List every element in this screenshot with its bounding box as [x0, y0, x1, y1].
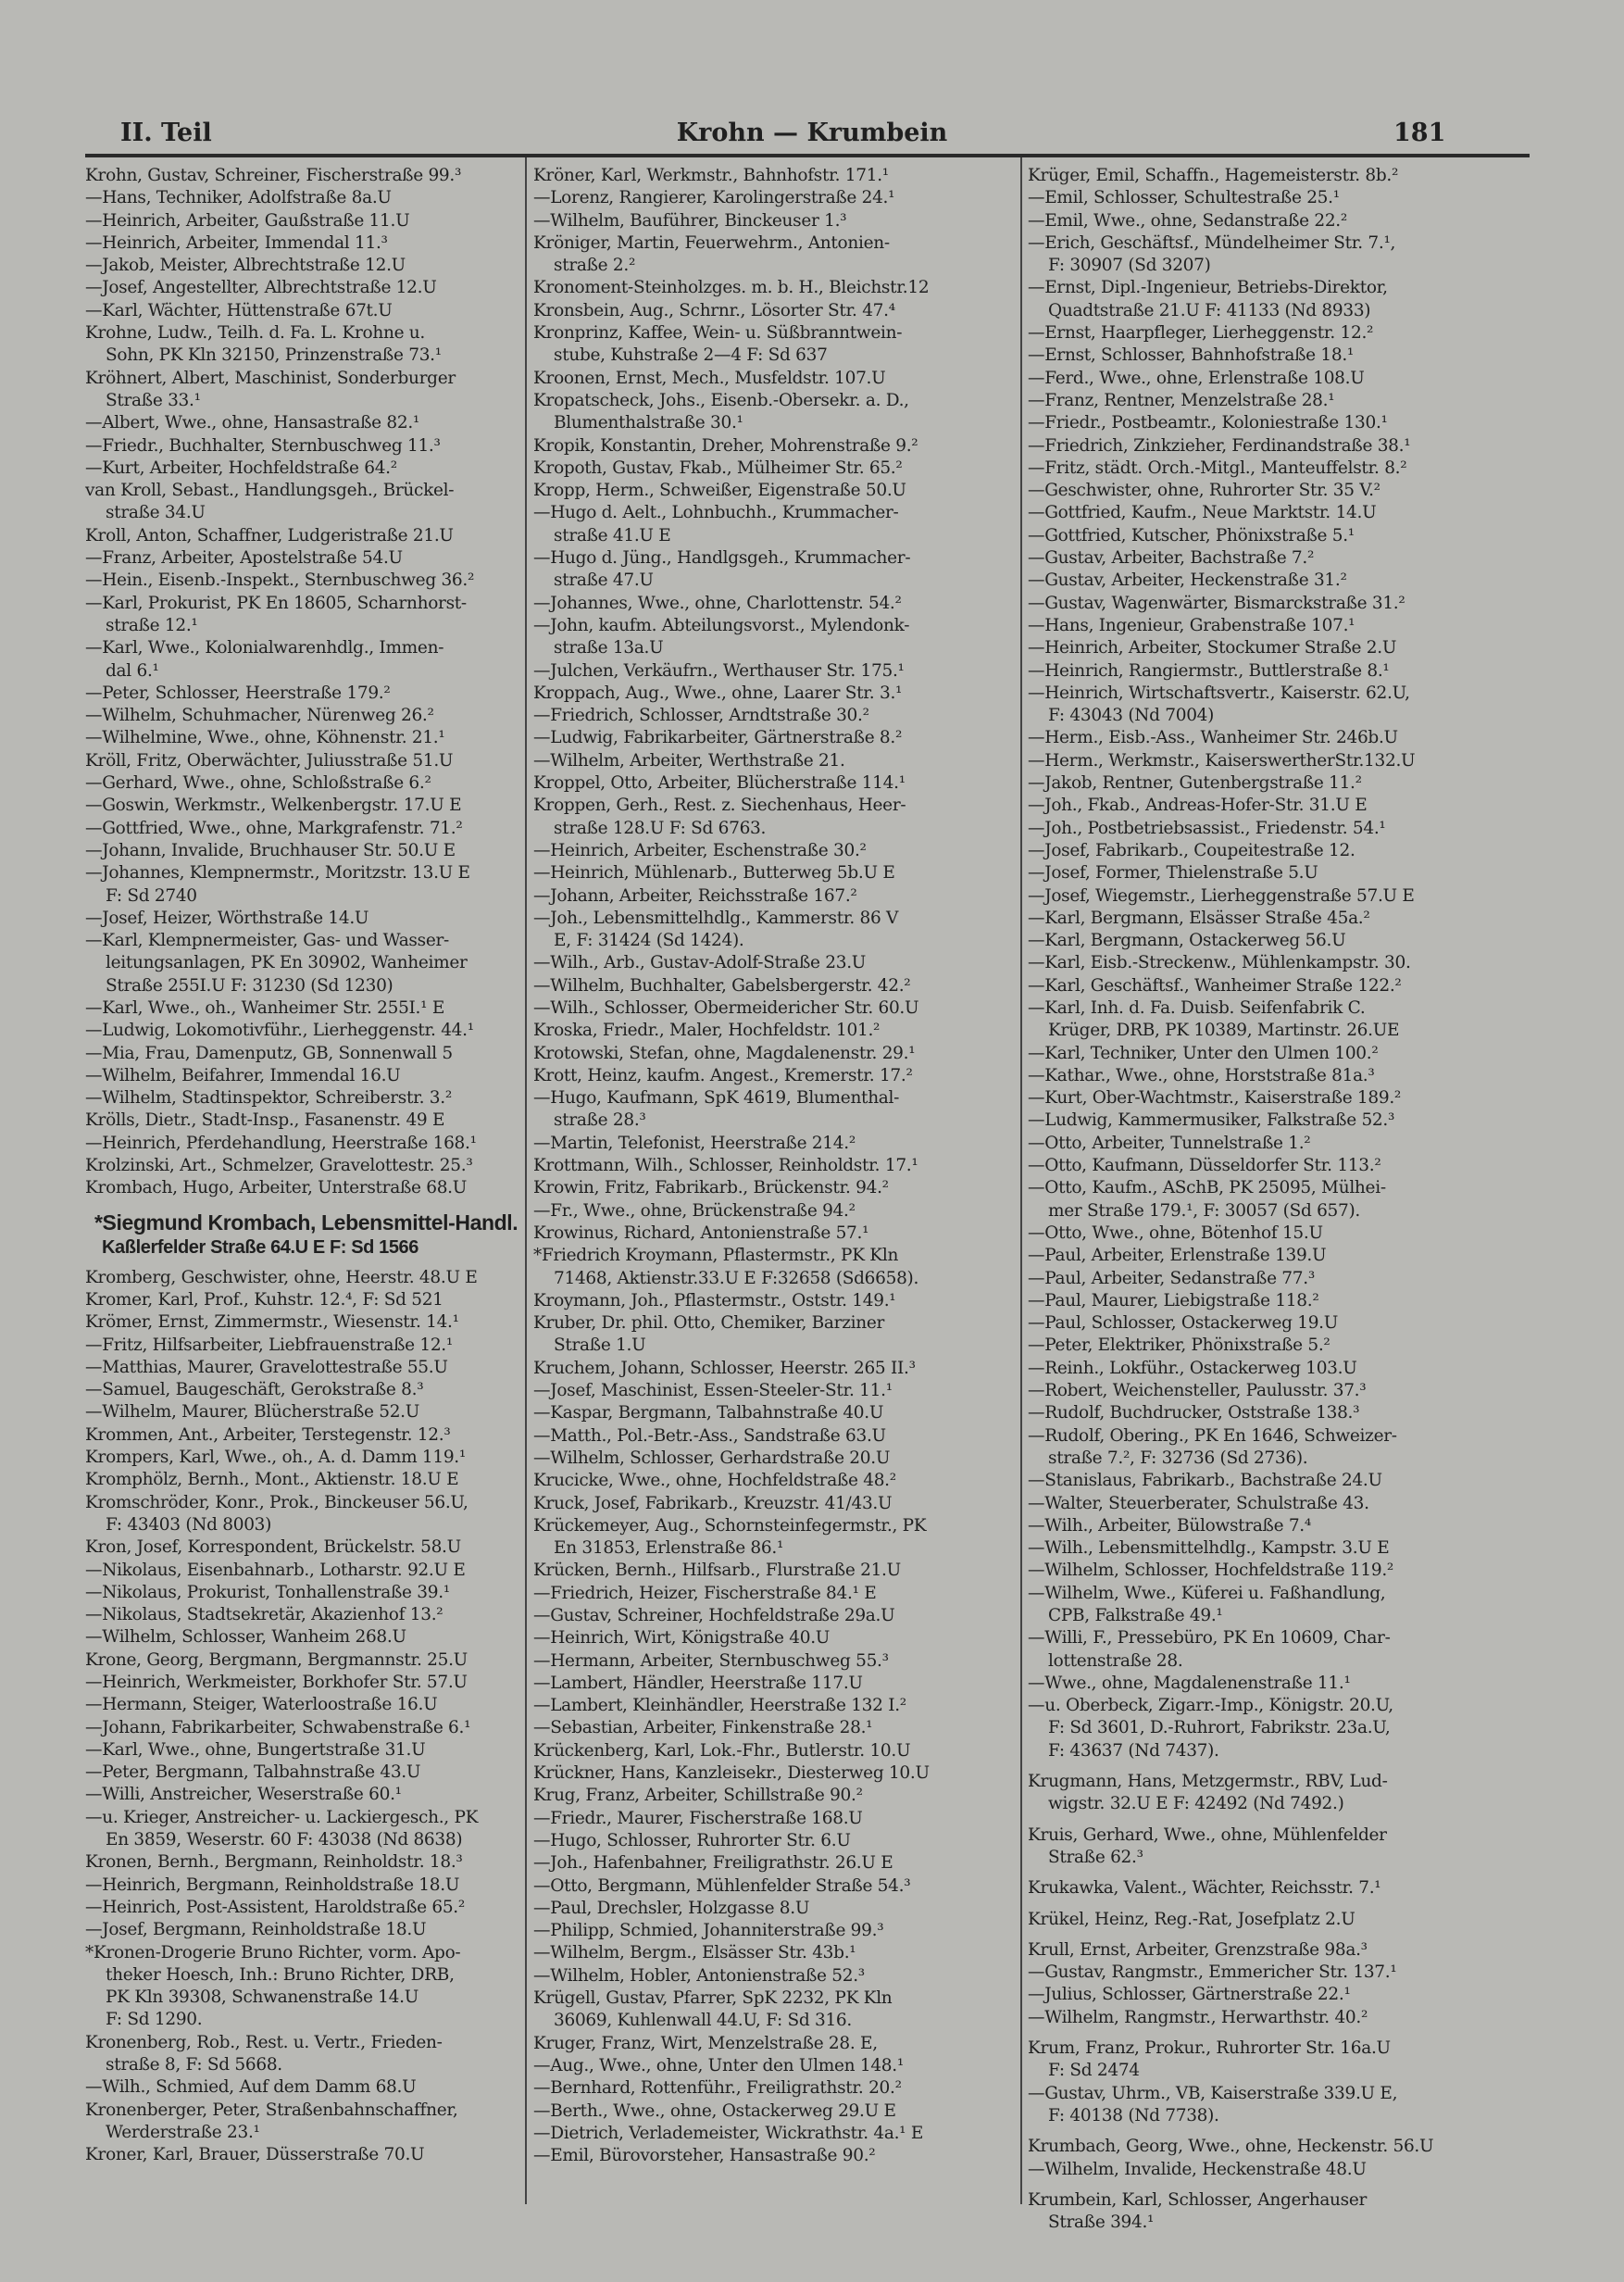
directory-entry: —Nikolaus, Eisenbahnarb., Lotharstr. 92.U E	[85, 1560, 466, 1580]
entry-continuation: Blumenthalstraße 30.¹	[554, 413, 743, 433]
directory-entry: Kruger, Franz, Wirt, Menzelstraße 28. E,	[533, 2033, 878, 2053]
directory-entry: Kropp, Herm., Schweißer, Eigenstraße 50.U	[533, 481, 906, 501]
entry-continuation: Straße 1.U	[554, 1335, 646, 1356]
directory-entry: —Jakob, Meister, Albrechtstraße 12.U	[85, 256, 406, 276]
column-divider	[525, 157, 527, 2204]
entry-continuation: straße 47.U	[554, 570, 654, 591]
directory-entry: Krückner, Hans, Kanzleisekr., Diesterweg 10.U	[533, 1763, 930, 1784]
directory-entry: —Karl, Wwe., oh., Wanheimer Str. 255I.¹ E	[85, 997, 445, 1018]
directory-entry: —Paul, Schlosser, Ostackerweg 19.U	[1028, 1313, 1339, 1334]
directory-entry: —Rudolf, Obering., PK En 1646, Schweizer-	[1028, 1425, 1397, 1446]
directory-entry: Kroll, Anton, Schaffner, Ludgeristraße 21.U	[85, 525, 454, 545]
directory-entry: —Josef, Former, Thielenstraße 5.U	[1028, 863, 1318, 884]
column-divider	[1020, 157, 1022, 2204]
entry-continuation: Quadtstraße 21.U F: 41133 (Nd 8933)	[1048, 300, 1371, 320]
directory-entry: Kronenberg, Rob., Rest. u. Vertr., Frieden-	[85, 2032, 443, 2052]
directory-entry: —Wilhelmine, Wwe., ohne, Köhnenstr. 21.¹	[85, 728, 445, 748]
directory-entry: —Wilhelm, Hobler, Antonienstraße 52.³	[533, 1965, 865, 1986]
directory-entry: —Wilhelm, Wwe., Küferei u. Faßhandlung,	[1028, 1583, 1386, 1603]
directory-entry: Krowin, Fritz, Fabrikarb., Brückenstr. 94.²	[533, 1178, 889, 1198]
directory-entry: —Wilhelm, Buchhalter, Gabelsbergerstr. 42.²	[533, 975, 911, 996]
entry-continuation: straße 128.U F: Sd 6763.	[554, 818, 767, 838]
directory-entry: —Heinrich, Pferdehandlung, Heerstraße 168.¹	[85, 1133, 477, 1153]
directory-entry: —Karl, Inh. d. Fa. Duisb. Seifenfabrik C.	[1028, 997, 1366, 1018]
entry-continuation: 36069, Kuhlenwall 44.U, F: Sd 316.	[554, 2011, 852, 2031]
directory-entry: —Josef, Bergmann, Reinholdstraße 18.U	[85, 1920, 427, 1940]
directory-entry: —Otto, Arbeiter, Tunnelstraße 1.²	[1028, 1133, 1311, 1153]
directory-entry: —Heinrich, Arbeiter, Stockumer Straße 2.U	[1028, 638, 1397, 658]
directory-entry: —Gottfried, Kaufm., Neue Marktstr. 14.U	[1028, 503, 1377, 523]
entry-continuation: stube, Kuhstraße 2—4 F: Sd 637	[554, 345, 828, 366]
entry-continuation: En 3859, Weserstr. 60 F: 43038 (Nd 8638)	[106, 1830, 463, 1850]
directory-entry: —Paul, Arbeiter, Sedanstraße 77.³	[1028, 1268, 1315, 1288]
directory-entry: —Hugo d. Jüng., Handlgsgeh., Krummacher-	[533, 548, 911, 569]
entry-continuation: PK Kln 39308, Schwanenstraße 14.U	[106, 1987, 418, 2008]
directory-entry: —Hermann, Steiger, Waterloostraße 16.U	[85, 1695, 438, 1715]
directory-entry: —Kurt, Ober-Wachtmstr., Kaiserstraße 189.²	[1028, 1088, 1402, 1109]
directory-entry: —Paul, Drechsler, Holzgasse 8.U	[533, 1898, 810, 1918]
directory-entry: —Wilh., Schlosser, Obermeidericher Str. 60.U	[533, 997, 919, 1018]
directory-entry: —Heinrich, Werkmeister, Borkhofer Str. 57.U	[85, 1673, 468, 1692]
directory-entry: Kroska, Friedr., Maler, Hochfeldstr. 101.²	[533, 1021, 881, 1041]
entry-continuation: F: Sd 2740	[106, 885, 197, 906]
directory-entry: —Wilhelm, Schuhmacher, Nürenweg 26.²	[85, 706, 434, 726]
directory-entry: —Friedr., Maurer, Fischerstraße 168.U	[533, 1808, 863, 1828]
directory-entry: —Wilhelm, Invalide, Heckenstraße 48.U	[1028, 2159, 1367, 2179]
directory-entry: —Gerhard, Wwe., ohne, Schloßstraße 6.²	[85, 773, 431, 794]
entry-continuation: straße 41.U E	[554, 525, 671, 545]
directory-entry: —Albert, Wwe., ohne, Hansastraße 82.¹	[85, 413, 420, 433]
directory-entry: Kroner, Karl, Brauer, Düsserstraße 70.U	[85, 2145, 425, 2165]
directory-entry: Kromer, Karl, Prof., Kuhstr. 12.⁴, F: Sd 521	[85, 1289, 443, 1310]
entry-continuation: straße 28.³	[554, 1110, 646, 1131]
entry-continuation: F: 43043 (Nd 7004)	[1048, 706, 1215, 726]
directory-entry: —Heinrich, Arbeiter, Eschenstraße 30.²	[533, 840, 867, 860]
directory-entry: —Wilhelm, Maurer, Blücherstraße 52.U	[85, 1402, 420, 1423]
directory-entry: —Heinrich, Arbeiter, Gaußstraße 11.U	[85, 210, 410, 231]
directory-entry: —Ludwig, Lokomotivführ., Lierheggenstr. 44.¹	[85, 1021, 474, 1041]
directory-entry: —Johann, Invalide, Bruchhauser Str. 50.U E	[85, 840, 456, 860]
directory-entry: —u. Krieger, Anstreicher- u. Lackiergesch., PK	[85, 1807, 479, 1827]
directory-entry: —Walter, Steuerberater, Schulstraße 43.	[1028, 1493, 1369, 1513]
directory-entry: —Paul, Maurer, Liebigstraße 118.²	[1028, 1290, 1319, 1310]
directory-entry: —u. Oberbeck, Zigarr.-Imp., Königstr. 20.U,	[1028, 1696, 1393, 1716]
directory-entry: —Willi, Anstreicher, Weserstraße 60.¹	[85, 1785, 402, 1805]
directory-entry: —Julchen, Verkäufrn., Werthauser Str. 175.¹	[533, 660, 905, 681]
directory-entry: —Emil, Bürovorsteher, Hansastraße 90.²	[533, 2146, 876, 2166]
directory-entry: —Gustav, Arbeiter, Heckenstraße 31.²	[1028, 570, 1347, 591]
directory-entry: —Hugo d. Aelt., Lohnbuchh., Krummacher-	[533, 503, 899, 523]
entry-continuation: theker Hoesch, Inh.: Bruno Richter, DRB,	[106, 1964, 455, 1985]
directory-entry: —Joh., Lebensmittelhdlg., Kammerstr. 86 V	[533, 908, 899, 928]
directory-entry: —Aug., Wwe., ohne, Unter den Ulmen 148.¹	[533, 2055, 904, 2075]
directory-entry: —Heinrich, Bergmann, Reinholdstraße 18.U	[85, 1874, 460, 1895]
directory-entry: —Gottfried, Kutscher, Phönixstraße 5.¹	[1028, 525, 1355, 545]
directory-entry: Kromberg, Geschwister, ohne, Heerstr. 48.U E	[85, 1267, 478, 1287]
directory-entry: —Heinrich, Wirt, Königstraße 40.U	[533, 1628, 831, 1649]
directory-entry: —Wilhelm, Rangmstr., Herwarthstr. 40.²	[1028, 2007, 1368, 2027]
directory-entry: —Ernst, Haarpfleger, Lierheggenstr. 12.²	[1028, 323, 1374, 344]
directory-entry: —Fritz, städt. Orch.-Mitgl., Manteuffelstr. 8.²	[1028, 458, 1407, 478]
directory-entry: —Johann, Arbeiter, Reichsstraße 167.²	[533, 885, 857, 906]
directory-entry: —Wilh., Lebensmittelhdlg., Kampstr. 3.U E	[1028, 1538, 1390, 1559]
directory-entry: —Peter, Elektriker, Phönixstraße 5.²	[1028, 1335, 1330, 1356]
page-number: 181	[1393, 119, 1446, 147]
directory-entry: —Josef, Fabrikarb., Coupeitestraße 12.	[1028, 840, 1355, 860]
entry-continuation: Straße 62.³	[1048, 1847, 1143, 1867]
directory-entry: Kronoment-Steinholzges. m. b. H., Bleichstr.12	[533, 278, 930, 298]
directory-entry: —Herm., Eisb.-Ass., Wanheimer Str. 246b.U	[1028, 728, 1398, 748]
entry-continuation: Straße 394.¹	[1048, 2213, 1155, 2233]
directory-entry: —Herm., Werkmstr., KaiserswertherStr.132.U	[1028, 750, 1416, 771]
directory-entry: —Matth., Pol.-Betr.-Ass., Sandstraße 63.U	[533, 1425, 886, 1446]
directory-entry: Krombach, Hugo, Arbeiter, Unterstraße 68.U	[85, 1178, 468, 1198]
directory-entry: —Rudolf, Buchdrucker, Oststraße 138.³	[1028, 1403, 1360, 1423]
directory-entry: —Lorenz, Rangierer, Karolingerstraße 24.¹	[533, 188, 895, 208]
directory-entry: —Goswin, Werkmstr., Welkenbergstr. 17.U E	[85, 796, 462, 816]
directory-entry: —Hans, Techniker, Adolfstraße 8a.U	[85, 188, 392, 208]
directory-entry: —Gustav, Rangmstr., Emmericher Str. 137.¹	[1028, 1962, 1397, 1983]
directory-entry: —Hugo, Kaufmann, SpK 4619, Blumenthal-	[533, 1088, 900, 1109]
directory-entry: Krommen, Ant., Arbeiter, Terstegenstr. 12.³	[85, 1424, 451, 1445]
directory-entry: —Gustav, Schreiner, Hochfeldstraße 29a.U	[533, 1606, 895, 1625]
header-rule	[85, 154, 1530, 157]
directory-entry: Krum, Franz, Prokur., Ruhrorter Str. 16a.U	[1028, 2038, 1391, 2059]
directory-entry: —Nikolaus, Stadtsekretär, Akazienhof 13.²	[85, 1605, 443, 1625]
directory-entry: —Hermann, Arbeiter, Sternbuschweg 55.³	[533, 1650, 889, 1671]
entry-continuation: straße 8, F: Sd 5668.	[106, 2055, 282, 2075]
directory-entry: —Ernst, Schlosser, Bahnhofstraße 18.¹	[1028, 345, 1355, 366]
directory-entry: Krompers, Karl, Wwe., oh., A. d. Damm 119.¹	[85, 1448, 467, 1468]
directory-entry: Krückenberg, Karl, Lok.-Fhr., Butlerstr. 10.U	[533, 1740, 911, 1761]
directory-entry: Kronen, Bernh., Bergmann, Reinholdstr. 18.³	[85, 1852, 463, 1873]
directory-entry: —Karl, Bergmann, Elsässer Straße 45a.²	[1028, 908, 1370, 928]
column-middle	[533, 165, 1015, 2167]
entry-continuation: straße 12.¹	[106, 615, 198, 635]
directory-entry: —Bernhard, Rottenführ., Freiligrathstr. 20.²	[533, 2078, 902, 2099]
advertisement	[94, 1210, 520, 1260]
directory-entry: Krückemeyer, Aug., Schornsteinfegermstr., PK	[533, 1515, 927, 1536]
directory-entry: —Wwe., ohne, Magdalenenstraße 11.¹	[1028, 1673, 1351, 1693]
directory-entry: —Peter, Bergmann, Talbahnstraße 43.U	[85, 1762, 421, 1783]
directory-entry: —Wilh., Arbeiter, Bülowstraße 7.⁴	[1028, 1515, 1312, 1536]
directory-entry: Krumbach, Georg, Wwe., ohne, Heckenstr. 56.U	[1028, 2137, 1434, 2157]
column-left	[85, 165, 520, 2167]
directory-entry: Kromschröder, Konr., Prok., Binckeuser 56.U,	[85, 1492, 468, 1512]
directory-entry: —Josef, Heizer, Wörthstraße 14.U	[85, 908, 369, 928]
directory-entry: Krügell, Gustav, Pfarrer, SpK 2232, PK Kln	[533, 1988, 893, 2009]
directory-entry: Krottmann, Wilh., Schlosser, Reinholdstr. 17.¹	[533, 1156, 918, 1176]
directory-entry: —Kaspar, Bergmann, Talbahnstraße 40.U	[533, 1403, 884, 1423]
directory-entry: Kron, Josef, Korrespondent, Brückelstr. 58.U	[85, 1537, 461, 1558]
directory-entry: —Fritz, Hilfsarbeiter, Liebfrauenstraße 12.¹	[85, 1335, 453, 1355]
entry-continuation: dal 6.¹	[106, 660, 159, 681]
directory-entry: —Ernst, Dipl.-Ingenieur, Betriebs-Direktor,	[1028, 278, 1388, 298]
directory-entry: —Friedrich, Schlosser, Arndtstraße 30.²	[533, 706, 869, 726]
directory-entry: Kruck, Josef, Fabrikarb., Kreuzstr. 41/43.U	[533, 1493, 893, 1513]
directory-entry: —Heinrich, Post-Assistent, Haroldstraße 65.²	[85, 1897, 466, 1917]
entry-continuation: E, F: 31424 (Sd 1424).	[554, 931, 744, 951]
directory-entry: —Franz, Rentner, Menzelstraße 28.¹	[1028, 390, 1335, 410]
entry-continuation: straße 7.², F: 32736 (Sd 2736).	[1048, 1448, 1308, 1468]
directory-entry: —Ludwig, Fabrikarbeiter, Gärtnerstraße 8.²	[533, 728, 903, 748]
directory-entry: —Franz, Arbeiter, Apostelstraße 54.U	[85, 548, 403, 569]
directory-entry: Krüger, Emil, Schaffn., Hagemeisterstr. 8b.²	[1028, 166, 1399, 185]
entry-continuation: Krüger, DRB, PK 10389, Martinstr. 26.UE	[1048, 1021, 1400, 1041]
directory-entry: —Gustav, Arbeiter, Bachstraße 7.²	[1028, 548, 1315, 569]
directory-entry: —Karl, Geschäftsf., Wanheimer Straße 122.²	[1028, 975, 1402, 996]
directory-entry: —Hans, Ingenieur, Grabenstraße 107.¹	[1028, 615, 1355, 635]
directory-entry: *Kronen-Drogerie Bruno Richter, vorm. Apo-	[85, 1942, 461, 1962]
directory-entry: —Otto, Bergmann, Mühlenfelder Straße 54.³	[533, 1875, 911, 1896]
directory-entry: Kröhnert, Albert, Maschinist, Sonderburger	[85, 368, 456, 388]
directory-entry: van Kroll, Sebast., Handlungsgeh., Brückel-	[85, 481, 455, 501]
directory-entry: —Gustav, Uhrm., VB, Kaiserstraße 339.U E,	[1028, 2083, 1398, 2103]
ad-address: Kaßlerfelder Straße 64.U E F: Sd 1566	[102, 1236, 419, 1258]
directory-entry: Kruis, Gerhard, Wwe., ohne, Mühlenfelder	[1028, 1824, 1387, 1845]
directory-entry: —Wilhelm, Schlosser, Hochfeldstraße 119.²	[1028, 1561, 1394, 1581]
entry-continuation: Straße 255I.U F: 31230 (Sd 1230)	[106, 975, 394, 996]
directory-entry: Kruchem, Johann, Schlosser, Heerstr. 265 II.³	[533, 1358, 916, 1378]
directory-entry: —Heinrich, Rangiermstr., Buttlerstraße 8.¹	[1028, 660, 1390, 681]
directory-entry: Kroonen, Ernst, Mech., Musfeldstr. 107.U	[533, 368, 886, 388]
directory-entry: —Wilhelm, Beifahrer, Immendal 16.U	[85, 1065, 401, 1085]
directory-entry: —Martin, Telefonist, Heerstraße 214.²	[533, 1133, 856, 1153]
entry-continuation: F: Sd 1290.	[106, 2010, 203, 2030]
entry-continuation: En 31853, Erlenstraße 86.¹	[554, 1538, 784, 1559]
entry-continuation: Sohn, PK Kln 32150, Prinzenstraße 73.¹	[106, 345, 442, 366]
directory-entry: —Otto, Wwe., ohne, Bötenhof 15.U	[1028, 1222, 1323, 1243]
directory-entry: —Nikolaus, Prokurist, Tonhallenstraße 39.¹	[85, 1582, 450, 1602]
directory-entry: —Friedr., Buchhalter, Sternbuschweg 11.³	[85, 435, 441, 456]
directory-entry: Krull, Ernst, Arbeiter, Grenzstraße 98a.³	[1028, 1939, 1368, 1960]
directory-entry: —Matthias, Maurer, Gravelottestraße 55.U	[85, 1357, 448, 1377]
directory-entry: Kronsbein, Aug., Schrnr., Lösorter Str. 47.⁴	[533, 300, 895, 320]
entry-continuation: straße 13a.U	[554, 638, 664, 658]
directory-entry: —Wilh., Schmied, Auf dem Damm 68.U	[85, 2077, 417, 2098]
entry-continuation: Straße 33.¹	[106, 390, 201, 410]
directory-entry: —Stanislaus, Fabrikarb., Bachstraße 24.U	[1028, 1471, 1382, 1491]
directory-entry: —Karl, Techniker, Unter den Ulmen 100.²	[1028, 1043, 1379, 1063]
directory-entry: —Geschwister, ohne, Ruhrorter Str. 35 V.²	[1028, 481, 1380, 501]
directory-entry: Krükel, Heinz, Reg.-Rat, Josefplatz 2.U	[1028, 1909, 1355, 1929]
directory-entry: Krömer, Ernst, Zimmermstr., Wiesenstr. 14.¹	[85, 1312, 459, 1333]
directory-entry: Kronprinz, Kaffee, Wein- u. Süßbranntwein-	[533, 323, 903, 344]
directory-entry: Kröniger, Martin, Feuerwehrm., Antonien-	[533, 232, 890, 253]
directory-entry: Kropatscheck, Johs., Eisenb.-Obersekr. a. D.,	[533, 390, 909, 410]
entry-continuation: F: 30907 (Sd 3207)	[1048, 256, 1211, 276]
directory-entry: Krowinus, Richard, Antonienstraße 57.¹	[533, 1222, 869, 1243]
directory-entry: —Ludwig, Kammermusiker, Falkstraße 52.³	[1028, 1110, 1395, 1131]
directory-entry: —Julius, Schlosser, Gärtnerstraße 22.¹	[1028, 1985, 1351, 2005]
entry-continuation: F: 43637 (Nd 7437).	[1048, 1740, 1219, 1761]
entry-continuation: Werderstraße 23.¹	[106, 2122, 260, 2142]
directory-entry: Krohn, Gustav, Schreiner, Fischerstraße 99.³	[85, 166, 462, 185]
entry-continuation: F: Sd 3601, D.-Ruhrort, Fabrikstr. 23a.U,	[1048, 1718, 1391, 1738]
directory-entry: Kröner, Karl, Werkmstr., Bahnhofstr. 171.¹	[533, 166, 889, 185]
directory-entry: —Sebastian, Arbeiter, Finkenstraße 28.¹	[533, 1718, 873, 1738]
directory-entry: Kromphölz, Bernh., Mont., Aktienstr. 18.U E	[85, 1470, 459, 1490]
directory-entry: Krumbein, Karl, Schlosser, Angerhauser	[1028, 2189, 1368, 2210]
directory-entry: —Lambert, Kleinhändler, Heerstraße 132 I.²	[533, 1696, 906, 1716]
directory-entry: —Kathar., Wwe., ohne, Horststraße 81a.³	[1028, 1065, 1375, 1085]
section-label: II. Teil	[120, 119, 212, 147]
directory-entry: —Karl, Wwe., Kolonialwarenhdlg., Immen-	[85, 638, 444, 658]
directory-entry: —Karl, Klempnermeister, Gas- und Wasser-	[85, 931, 449, 951]
directory-entry: Krotowski, Stefan, ohne, Magdalenenstr. 29.¹	[533, 1043, 916, 1063]
directory-entry: —Wilhelm, Arbeiter, Werthstraße 21.	[533, 750, 845, 771]
directory-entry: —Hugo, Schlosser, Ruhrorter Str. 6.U	[533, 1830, 851, 1850]
directory-entry: *Friedrich Kroymann, Pflastermstr., PK Kln	[533, 1246, 899, 1266]
directory-entry: —John, kaufm. Abteilungsvorst., Mylendonk-	[533, 615, 910, 635]
directory-entry: —Josef, Maschinist, Essen-Steeler-Str. 11.¹	[533, 1381, 893, 1401]
directory-entry: Kroymann, Joh., Pflastermstr., Oststr. 149.¹	[533, 1290, 896, 1310]
directory-entry: —Philipp, Schmied, Johanniterstraße 99.³	[533, 1921, 884, 1941]
directory-entry: Kroppach, Aug., Wwe., ohne, Laarer Str. 3.¹	[533, 683, 903, 703]
directory-entry: —Jakob, Rentner, Gutenbergstraße 11.²	[1028, 773, 1362, 794]
directory-entry: —Karl, Wächter, Hüttenstraße 67t.U	[85, 300, 393, 320]
directory-entry: —Kurt, Arbeiter, Hochfeldstraße 64.²	[85, 458, 397, 478]
directory-entry: —Josef, Wiegemstr., Lierheggenstraße 57.U E	[1028, 885, 1415, 906]
entry-continuation: F: Sd 2474	[1048, 2061, 1140, 2081]
directory-entry: —Reinh., Lokführ., Ostackerweg 103.U	[1028, 1358, 1357, 1378]
directory-entry: Krohne, Ludw., Teilh. d. Fa. L. Krohne u.	[85, 323, 426, 344]
directory-entry: —Wilhelm, Bauführer, Binckeuser 1.³	[533, 210, 847, 231]
directory-entry: —Josef, Angestellter, Albrechtstraße 12.U	[85, 278, 437, 298]
directory-entry: —Wilhelm, Bergm., Elsässer Str. 43b.¹	[533, 1943, 856, 1963]
directory-entry: —Samuel, Baugeschäft, Gerokstraße 8.³	[85, 1380, 424, 1400]
directory-entry: —Heinrich, Arbeiter, Immendal 11.³	[85, 232, 388, 253]
directory-entry: —Karl, Prokurist, PK En 18605, Scharnhorst-	[85, 593, 467, 613]
directory-entry: —Mia, Frau, Damenputz, GB, Sonnenwall 5	[85, 1043, 453, 1063]
entry-continuation: CPB, Falkstraße 49.¹	[1048, 1606, 1223, 1625]
directory-entry: —Wilh., Arb., Gustav-Adolf-Straße 23.U	[533, 953, 867, 973]
directory-entry: Krott, Heinz, kaufm. Angest., Kremerstr. 17.²	[533, 1065, 913, 1085]
column-right	[1028, 165, 1528, 2234]
directory-entry: Kropoth, Gustav, Fkab., Mülheimer Str. 65.²	[533, 458, 903, 478]
entry-continuation: straße 34.U	[106, 503, 206, 523]
entry-continuation: lottenstraße 28.	[1048, 1650, 1183, 1671]
page-title: Krohn — Krumbein	[676, 119, 948, 147]
directory-entry: —Robert, Weichensteller, Paulusstr. 37.³	[1028, 1381, 1367, 1401]
directory-entry: —Wilhelm, Stadtinspektor, Schreiberstr. 3.²	[85, 1088, 452, 1109]
directory-entry: Kröll, Fritz, Oberwächter, Juliusstraße 51.U	[85, 750, 454, 771]
directory-entry: —Dietrich, Verlademeister, Wickrathstr. 4a.¹ E	[533, 2123, 924, 2143]
directory-entry: —Berth., Wwe., ohne, Ostackerweg 29.U E	[533, 2100, 896, 2121]
directory-entry: —Otto, Kaufm., ASchB, PK 25095, Mülhei-	[1028, 1178, 1386, 1198]
directory-entry: Krölls, Dietr., Stadt-Insp., Fasanenstr. 49 E	[85, 1110, 445, 1131]
directory-entry: —Karl, Bergmann, Ostackerweg 56.U	[1028, 931, 1346, 951]
directory-entry: —Emil, Schlosser, Schultestraße 25.¹	[1028, 188, 1340, 208]
directory-entry: Kroppen, Gerh., Rest. z. Siechenhaus, Heer-	[533, 796, 906, 816]
directory-entry: Krücken, Bernh., Hilfsarb., Flurstraße 21.U	[533, 1561, 901, 1581]
directory-entry: —Friedrich, Heizer, Fischerstraße 84.¹ E	[533, 1583, 877, 1603]
directory-entry: —Friedr., Postbeamtr., Koloniestraße 130.¹	[1028, 413, 1388, 433]
directory-entry: Kropik, Konstantin, Dreher, Mohrenstraße 9.²	[533, 435, 918, 456]
directory-entry: Krucicke, Wwe., ohne, Hochfeldstraße 48.²	[533, 1471, 896, 1491]
directory-entry: —Hein., Eisenb.-Inspekt., Sternbuschweg 36.²	[85, 570, 475, 591]
directory-entry: —Wilhelm, Schlosser, Gerhardstraße 20.U	[533, 1448, 891, 1468]
directory-entry: Kruber, Dr. phil. Otto, Chemiker, Barziner	[533, 1313, 885, 1334]
directory-entry: —Erich, Geschäftsf., Mündelheimer Str. 7.¹,	[1028, 232, 1396, 253]
directory-entry: —Emil, Wwe., ohne, Sedanstraße 22.²	[1028, 210, 1347, 231]
directory-entry: —Willi, F., Pressebüro, PK En 10609, Char-	[1028, 1628, 1391, 1649]
directory-entry: —Karl, Wwe., ohne, Bungertstraße 31.U	[85, 1739, 426, 1760]
directory-entry: Krug, Franz, Arbeiter, Schillstraße 90.²	[533, 1786, 863, 1806]
directory-entry: —Peter, Schlosser, Heerstraße 179.²	[85, 683, 391, 703]
entry-continuation: F: 40138 (Nd 7738).	[1048, 2105, 1219, 2125]
directory-entry: —Johann, Fabrikarbeiter, Schwabenstraße 6.¹	[85, 1717, 471, 1737]
directory-entry: —Lambert, Händler, Heerstraße 117.U	[533, 1673, 863, 1693]
directory-entry: Krone, Georg, Bergmann, Bergmannstr. 25.U	[85, 1649, 468, 1670]
directory-entry: —Paul, Arbeiter, Erlenstraße 139.U	[1028, 1246, 1327, 1266]
directory-entry: Kronenberger, Peter, Straßenbahnschaffner,	[85, 2100, 458, 2120]
directory-entry: —Fr., Wwe., ohne, Brückenstraße 94.²	[533, 1200, 856, 1221]
directory-entry: —Joh., Postbetriebsassist., Friedenstr. 54.¹	[1028, 818, 1386, 838]
ad-title: *Siegmund Krombach, Lebensmittel-Handl.	[94, 1210, 518, 1235]
directory-entry: —Heinrich, Mühlenarb., Butterweg 5b.U E	[533, 863, 895, 884]
directory-entry: Krukawka, Valent., Wächter, Reichsstr. 7.¹	[1028, 1878, 1381, 1899]
entry-continuation: straße 2.²	[554, 256, 636, 276]
directory-entry: —Joh., Fkab., Andreas-Hofer-Str. 31.U E	[1028, 796, 1368, 816]
directory-entry: —Johannes, Wwe., ohne, Charlottenstr. 54.²	[533, 593, 902, 613]
entry-continuation: mer Straße 179.¹, F: 30057 (Sd 657).	[1048, 1200, 1360, 1221]
directory-entry: —Ferd., Wwe., ohne, Erlenstraße 108.U	[1028, 368, 1365, 388]
entry-continuation: wigstr. 32.U E F: 42492 (Nd 7492.)	[1048, 1794, 1344, 1814]
directory-entry: —Karl, Eisb.-Streckenw., Mühlenkampstr. 30.	[1028, 953, 1411, 973]
directory-entry: Krolzinski, Art., Schmelzer, Gravelottestr. 25.³	[85, 1156, 473, 1176]
directory-entry: Krugmann, Hans, Metzgermstr., RBV, Lud-	[1028, 1772, 1388, 1792]
entry-continuation: leitungsanlagen, PK En 30902, Wanheimer	[106, 953, 468, 973]
entry-continuation: F: 43403 (Nd 8003)	[106, 1514, 272, 1535]
directory-entry: —Gottfried, Wwe., ohne, Markgrafenstr. 71.²	[85, 818, 463, 838]
directory-entry: —Heinrich, Wirtschaftsvertr., Kaiserstr. 62.U,	[1028, 683, 1410, 703]
directory-entry: —Gustav, Wagenwärter, Bismarckstraße 31.²	[1028, 593, 1405, 613]
entry-continuation: 71468, Aktienstr.33.U E F:32658 (Sd6658).	[554, 1268, 919, 1288]
directory-entry: Kroppel, Otto, Arbeiter, Blücherstraße 114.¹	[533, 773, 906, 794]
directory-entry: —Joh., Hafenbahner, Freiligrathstr. 26.U E	[533, 1853, 893, 1874]
directory-entry: —Johannes, Klempnermstr., Moritzstr. 13.U E	[85, 863, 470, 884]
directory-entry: —Otto, Kaufmann, Düsseldorfer Str. 113.²	[1028, 1156, 1381, 1176]
directory-entry: —Friedrich, Zinkzieher, Ferdinandstraße 38.¹	[1028, 435, 1411, 456]
directory-entry: —Wilhelm, Schlosser, Wanheim 268.U	[85, 1627, 406, 1648]
